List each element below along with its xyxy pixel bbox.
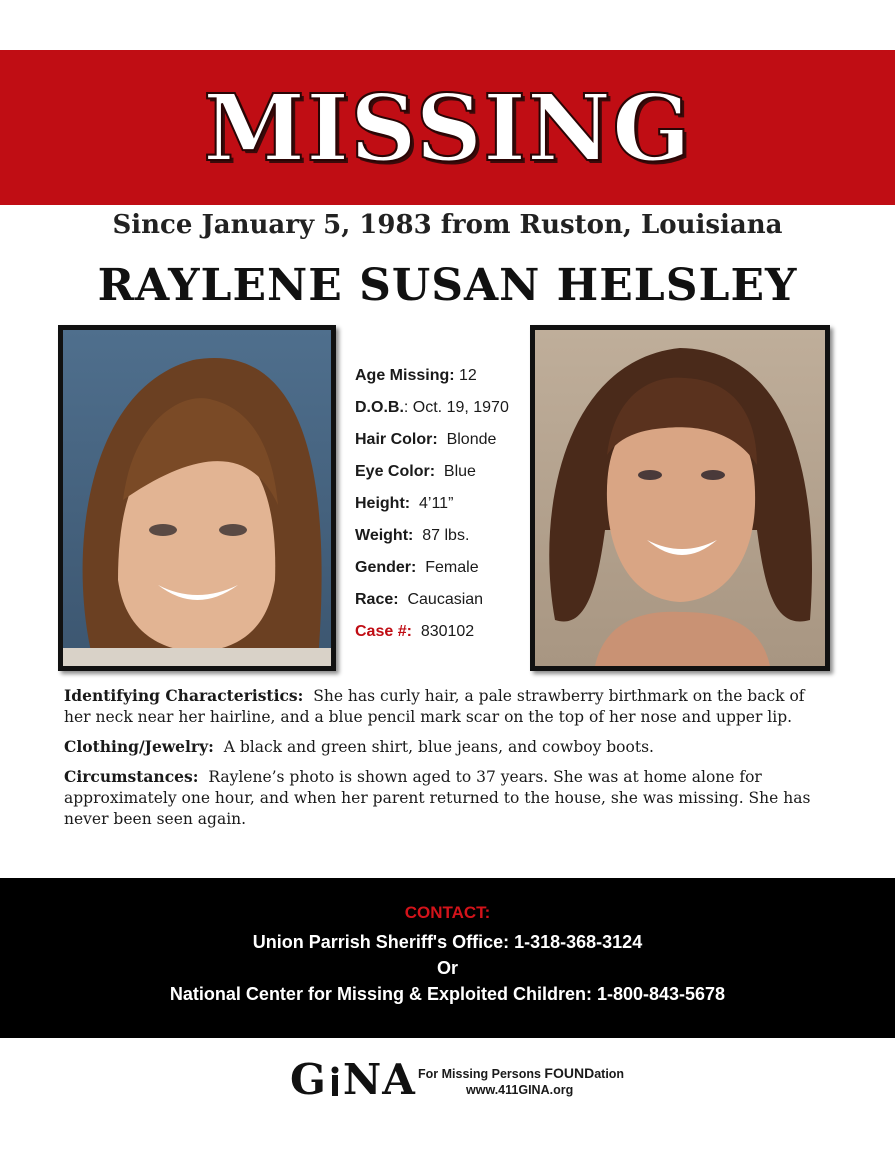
clothing-jewelry: Clothing/Jewelry: A black and green shirt, blue jeans, and cowboy boots. (64, 737, 654, 756)
detail-weight: Weight: 87 lbs. (355, 527, 470, 544)
contact-section (0, 878, 895, 1038)
detail-eye: Eye Color: Blue (355, 463, 476, 480)
circumstances: Circumstances: Raylene’s photo is shown aged to 37 years. She was at home alone for approximately one hour, and when her parent returned to the house, she was missing. She has never been seen again. (64, 767, 811, 828)
detail-height: Height: 4’11” (355, 495, 454, 512)
detail-case: Case #: 830102 (355, 623, 475, 640)
detail-age: Age Missing: 12 (355, 367, 477, 384)
details-list (355, 360, 530, 648)
identifying-characteristics: Identifying Characteristics: She has curly hair, a pale strawberry birthmark on the back of her neck near her hairline, and a blue pencil mark scar on the top of her nose and upper lip. (64, 686, 805, 726)
missing-banner (0, 50, 895, 205)
person-name: RAYLENE SUSAN HELSLEY (97, 260, 798, 311)
contact-heading: CONTACT: (404, 903, 491, 922)
detail-gender: Gender: Female (355, 559, 479, 576)
contact-ncmec: National Center for Missing & Exploited Children: 1-800-843-5678 (169, 984, 726, 1004)
gina-tagline: For Missing Persons FOUNDation www.411GINA.org (418, 1065, 648, 1098)
contact-or: Or (436, 958, 458, 978)
gina-logo: G NA (290, 1055, 416, 1104)
person-figure-icon (327, 1057, 343, 1087)
childhood-photo (58, 325, 336, 671)
age-progressed-photo (530, 325, 830, 671)
detail-hair: Hair Color: Blonde (355, 431, 497, 448)
gina-url: www.411GINA.org (466, 1083, 574, 1097)
missing-since: Since January 5, 1983 from Ruston, Louisiana (112, 210, 783, 240)
footer (0, 1055, 895, 1105)
contact-sheriff: Union Parrish Sheriff's Office: 1-318-368-3124 (252, 932, 643, 952)
detail-dob: D.O.B.: Oct. 19, 1970 (355, 399, 509, 416)
description (64, 685, 834, 838)
detail-race: Race: Caucasian (355, 591, 484, 608)
banner-title: MISSING (203, 73, 692, 182)
